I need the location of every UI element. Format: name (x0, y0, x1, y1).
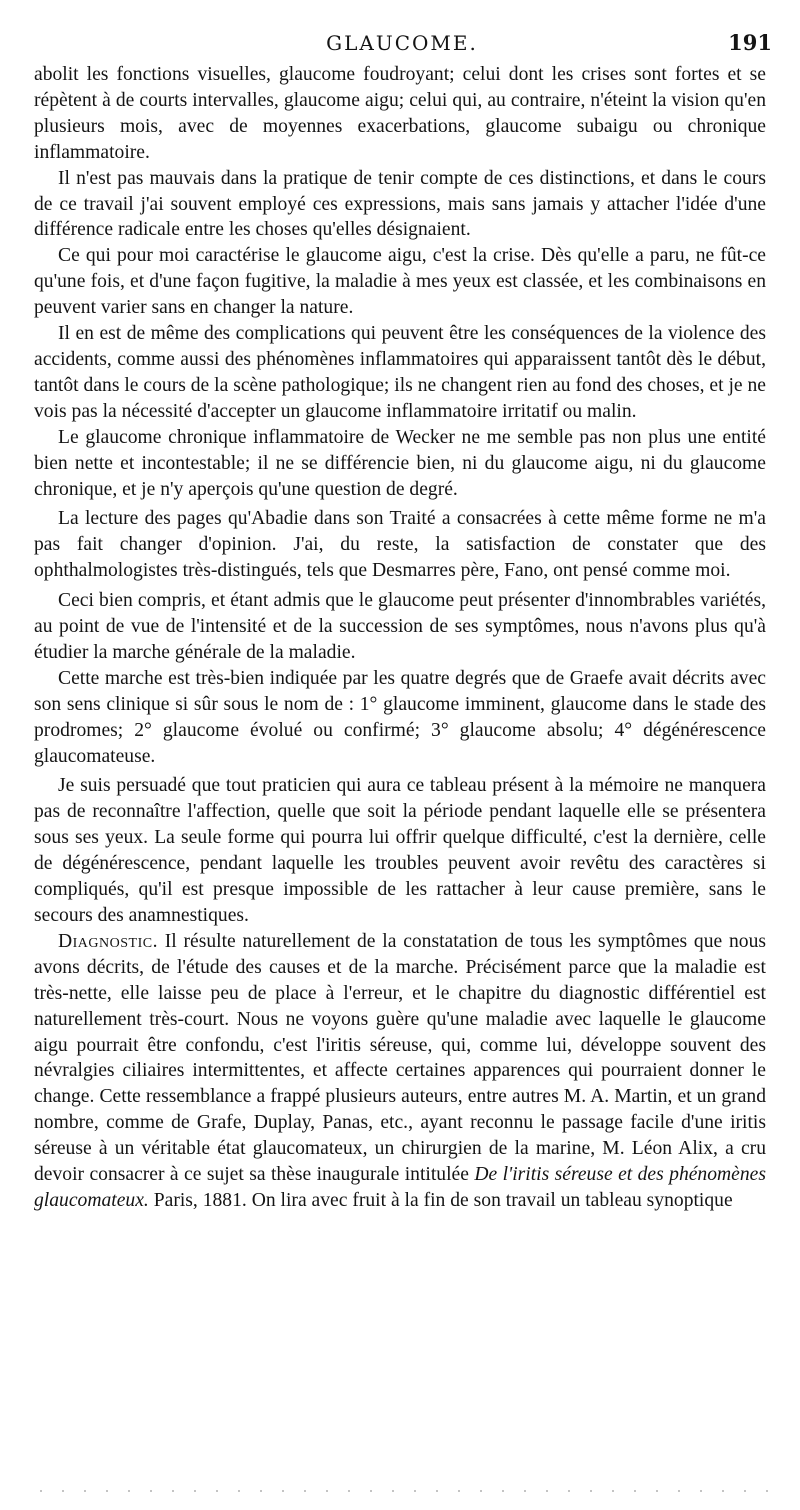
paragraph-7: Ceci bien compris, et étant admis que le glaucome peut présenter d'innombrables variétés, au point de vue de l'intensité et de la succession de ses symptômes, nous n'avons plus qu'à étudier la marche générale de la maladie. (34, 590, 766, 663)
page-number: 191 (728, 30, 772, 55)
paragraph-9: Je suis persuadé que tout praticien qui aura ce tableau présent à la mémoire ne manquera pas de reconnaître l'affection, quelle que soit la période pendant laquelle elle se présentera sous ses yeux. La seule forme qui pourra lui offrir quelque difficulté, c'est la dernière, celle de dégénérescence, pendant laquelle les troubles peuvent avoir revêtu des caractères si compliqués, qu'il est presque impossible de les rattacher à leur cause première, sans le secours des anamnestiques. (34, 775, 766, 926)
paragraph-1: abolit les fonctions visuelles, glaucome foudroyant; celui dont les crises sont fortes et se répètent à de courts intervalles, glaucome aigu; celui qui, au contraire, n'éteint la vision qu'en plusieurs mois, avec de moyennes exacerbations, glaucome subaigu ou chronique inflammatoire. (34, 64, 766, 163)
paragraph-6: La lecture des pages qu'Abadie dans son Traité a consacrées à cette même forme ne m'a pas fait changer d'opinion. J'ai, du reste, la satisfaction de constater que des ophthalmologistes très-distingués, tels que Desmarres père, Fano, ont pensé comme moi. (34, 508, 766, 582)
diagnostic-text-b: Paris, 1881. On lira avec fruit à la fin de son travail un tableau synoptique (153, 1189, 733, 1211)
paragraph-4: Il en est de même des complications qui peuvent être les conséquences de la violence des accidents, comme aussi des phénomènes inflammatoires qui apparaissent tantôt dès le début, tantôt dans le cours de la scène pathologique; ils ne changent rien au fond des choses, et je ne vois pas la nécessité d'accepter un glaucome inflammatoire irritatif ou malin. (34, 323, 766, 422)
paragraph-2: Il n'est pas mauvais dans la pratique de tenir compte de ces distinctions, et dans le cours de ce travail j'ai souvent employé ces expressions, mais sans jamais y attacher l'idée d'une différence radicale entre les choses qu'elles désignaient. (34, 167, 766, 241)
running-head (32, 30, 772, 56)
paragraph-5: Le glaucome chronique inflammatoire de Wecker ne me semble pas non plus une entité bien nette et incontestable; il ne se différencie bien, ni du glaucome aigu, ni du glaucome chronique, et je n'y aperçois qu'une question de degré. (34, 426, 766, 500)
section-heading-diagnostic: Diagnostic. (58, 930, 158, 952)
paragraph-8: Cette marche est très-bien indiquée par les quatre degrés que de Graefe avait décrits avec son sens clinique si sûr sous le nom de : 1° glaucome imminent, glaucome dans le stade des prodromes; 2° glaucome évolué ou confirmé; 3° glaucome absolu; 4° dégénérescence glaucomateuse. (34, 667, 766, 767)
diagnostic-text-a: Il résulte naturellement de la constatation de tous les symptômes que nous avons décrits, de l'étude des causes et de la marche. Précisément parce que la maladie est très-nette, elle laisse peu de place à l'erreur, et le chapitre du diagnostic différentiel est naturellement très-court. Nous ne voyons guère qu'une maladie avec laquelle le glaucome aigu pourrait être confondu, c'est l'iritis séreuse, qui, comme lui, développe souvent des névralgies ciliaires intermittentes, et affecte certaines apparences qui pourraient donner le change. Cette ressemblance a frappé plusieurs auteurs, entre autres M. A. Martin, et un grand nombre, comme de Grafe, Duplay, Panas, etc., ayant reconnu le passage facile d'une iritis séreuse à un véritable état glaucomateux, un chirurgien de la marine, M. Léon Alix, a cru devoir consacrer à ce sujet sa thèse inaugurale intitulée (34, 930, 766, 1186)
paragraph-3: Ce qui pour moi caractérise le glaucome aigu, c'est la crise. Dès qu'elle a paru, ne fût-ce qu'une fois, et d'une façon fugitive, la maladie à mes yeux est classée, et les combinaisons en peuvent varier sans en changer la nature. (34, 245, 766, 319)
body-text (34, 62, 766, 1214)
paragraph-diagnostic (34, 929, 766, 1214)
thesis-title: De l'iritis séreuse et des phénomènes glaucomateux. (34, 1164, 766, 1211)
running-title: GLAUCOME. (326, 31, 478, 55)
print-noise-line (30, 1488, 770, 1494)
